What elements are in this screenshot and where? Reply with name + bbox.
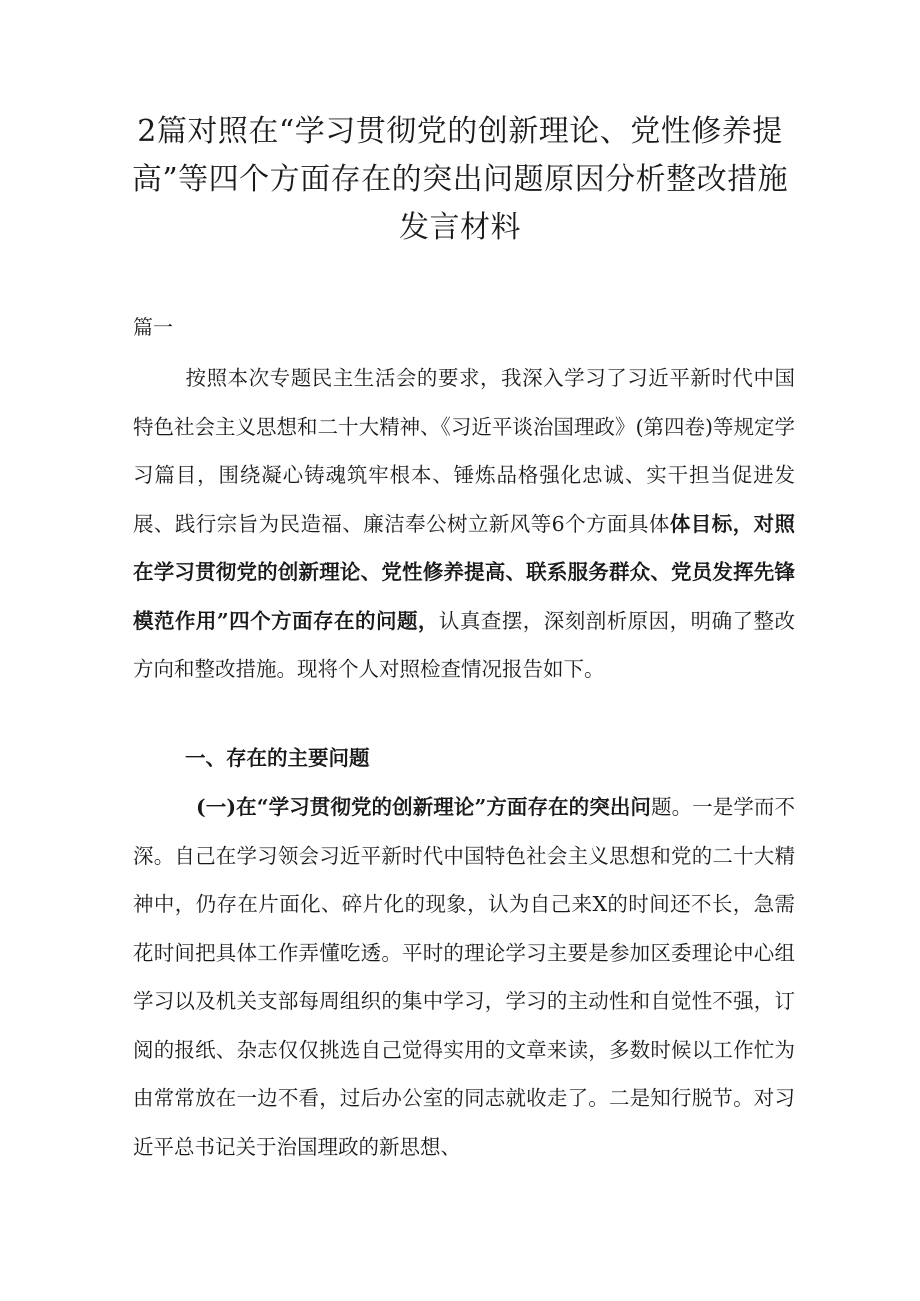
issue-1-heading: (一)在“学习贯彻党的创新理论”方面存在的突出问 <box>196 795 651 819</box>
document-title <box>130 108 790 252</box>
issue-paragraph-1 <box>133 783 795 1171</box>
section-label: 篇一 <box>133 315 173 339</box>
title-line-1: 2篇对照在“学习贯彻党的创新理论、党性修养提 <box>137 114 783 149</box>
section-heading-main-problems: 一、存在的主要问题 <box>185 746 370 770</box>
intro-text-1: 按照本次专题民主生活会的要求，我深入学习了习近平新时代中国特色社会主义思想和二十大精神、《习近平谈治国理政》(第四卷)等规定学习篇目，围绕凝心铸魂筑牢根本、锤炼品格强化忠诚、实干担当促进发展、践行宗旨为民造福、廉洁奉公树立新风等6个方面具体 <box>133 366 795 536</box>
intro-bold-text: 体目标，对照在学习贯彻党的创新理论、党性修养提高、联系服务群众、党员发挥先锋模范作用”四个方面存在的问题， <box>133 511 795 633</box>
issue-1-text: 题。一是学而不深。自己在学习领会习近平新时代中国特色社会主义思想和党的二十大精神中，仍存在片面化、碎片化的现象，认为自己来X的时间还不长，急需花时间把具体工作弄懂吃透。平时的理论学习主要是参加区委理论中心组学习以及机关支部每周组织的集中学习，学习的主动性和自觉性不强，订阅的报纸、杂志仅仅挑选自己觉得实用的文章来读，多数时候以工作忙为由常常放在一边不看，过后办公室的同志就收走了。二是知行脱节。对习近平总书记关于治国理政的新思想、 <box>133 795 796 1159</box>
intro-text-2: 认真查摆，深刻剖析原因，明确了整改方向和整改措施。现将个人对照检查情况报告如下。 <box>133 608 795 681</box>
intro-paragraph <box>133 354 795 694</box>
title-line-3: 发言材料 <box>399 210 521 245</box>
title-line-2: 高”等四个方面存在的突出问题原因分析整改措施 <box>131 162 789 197</box>
